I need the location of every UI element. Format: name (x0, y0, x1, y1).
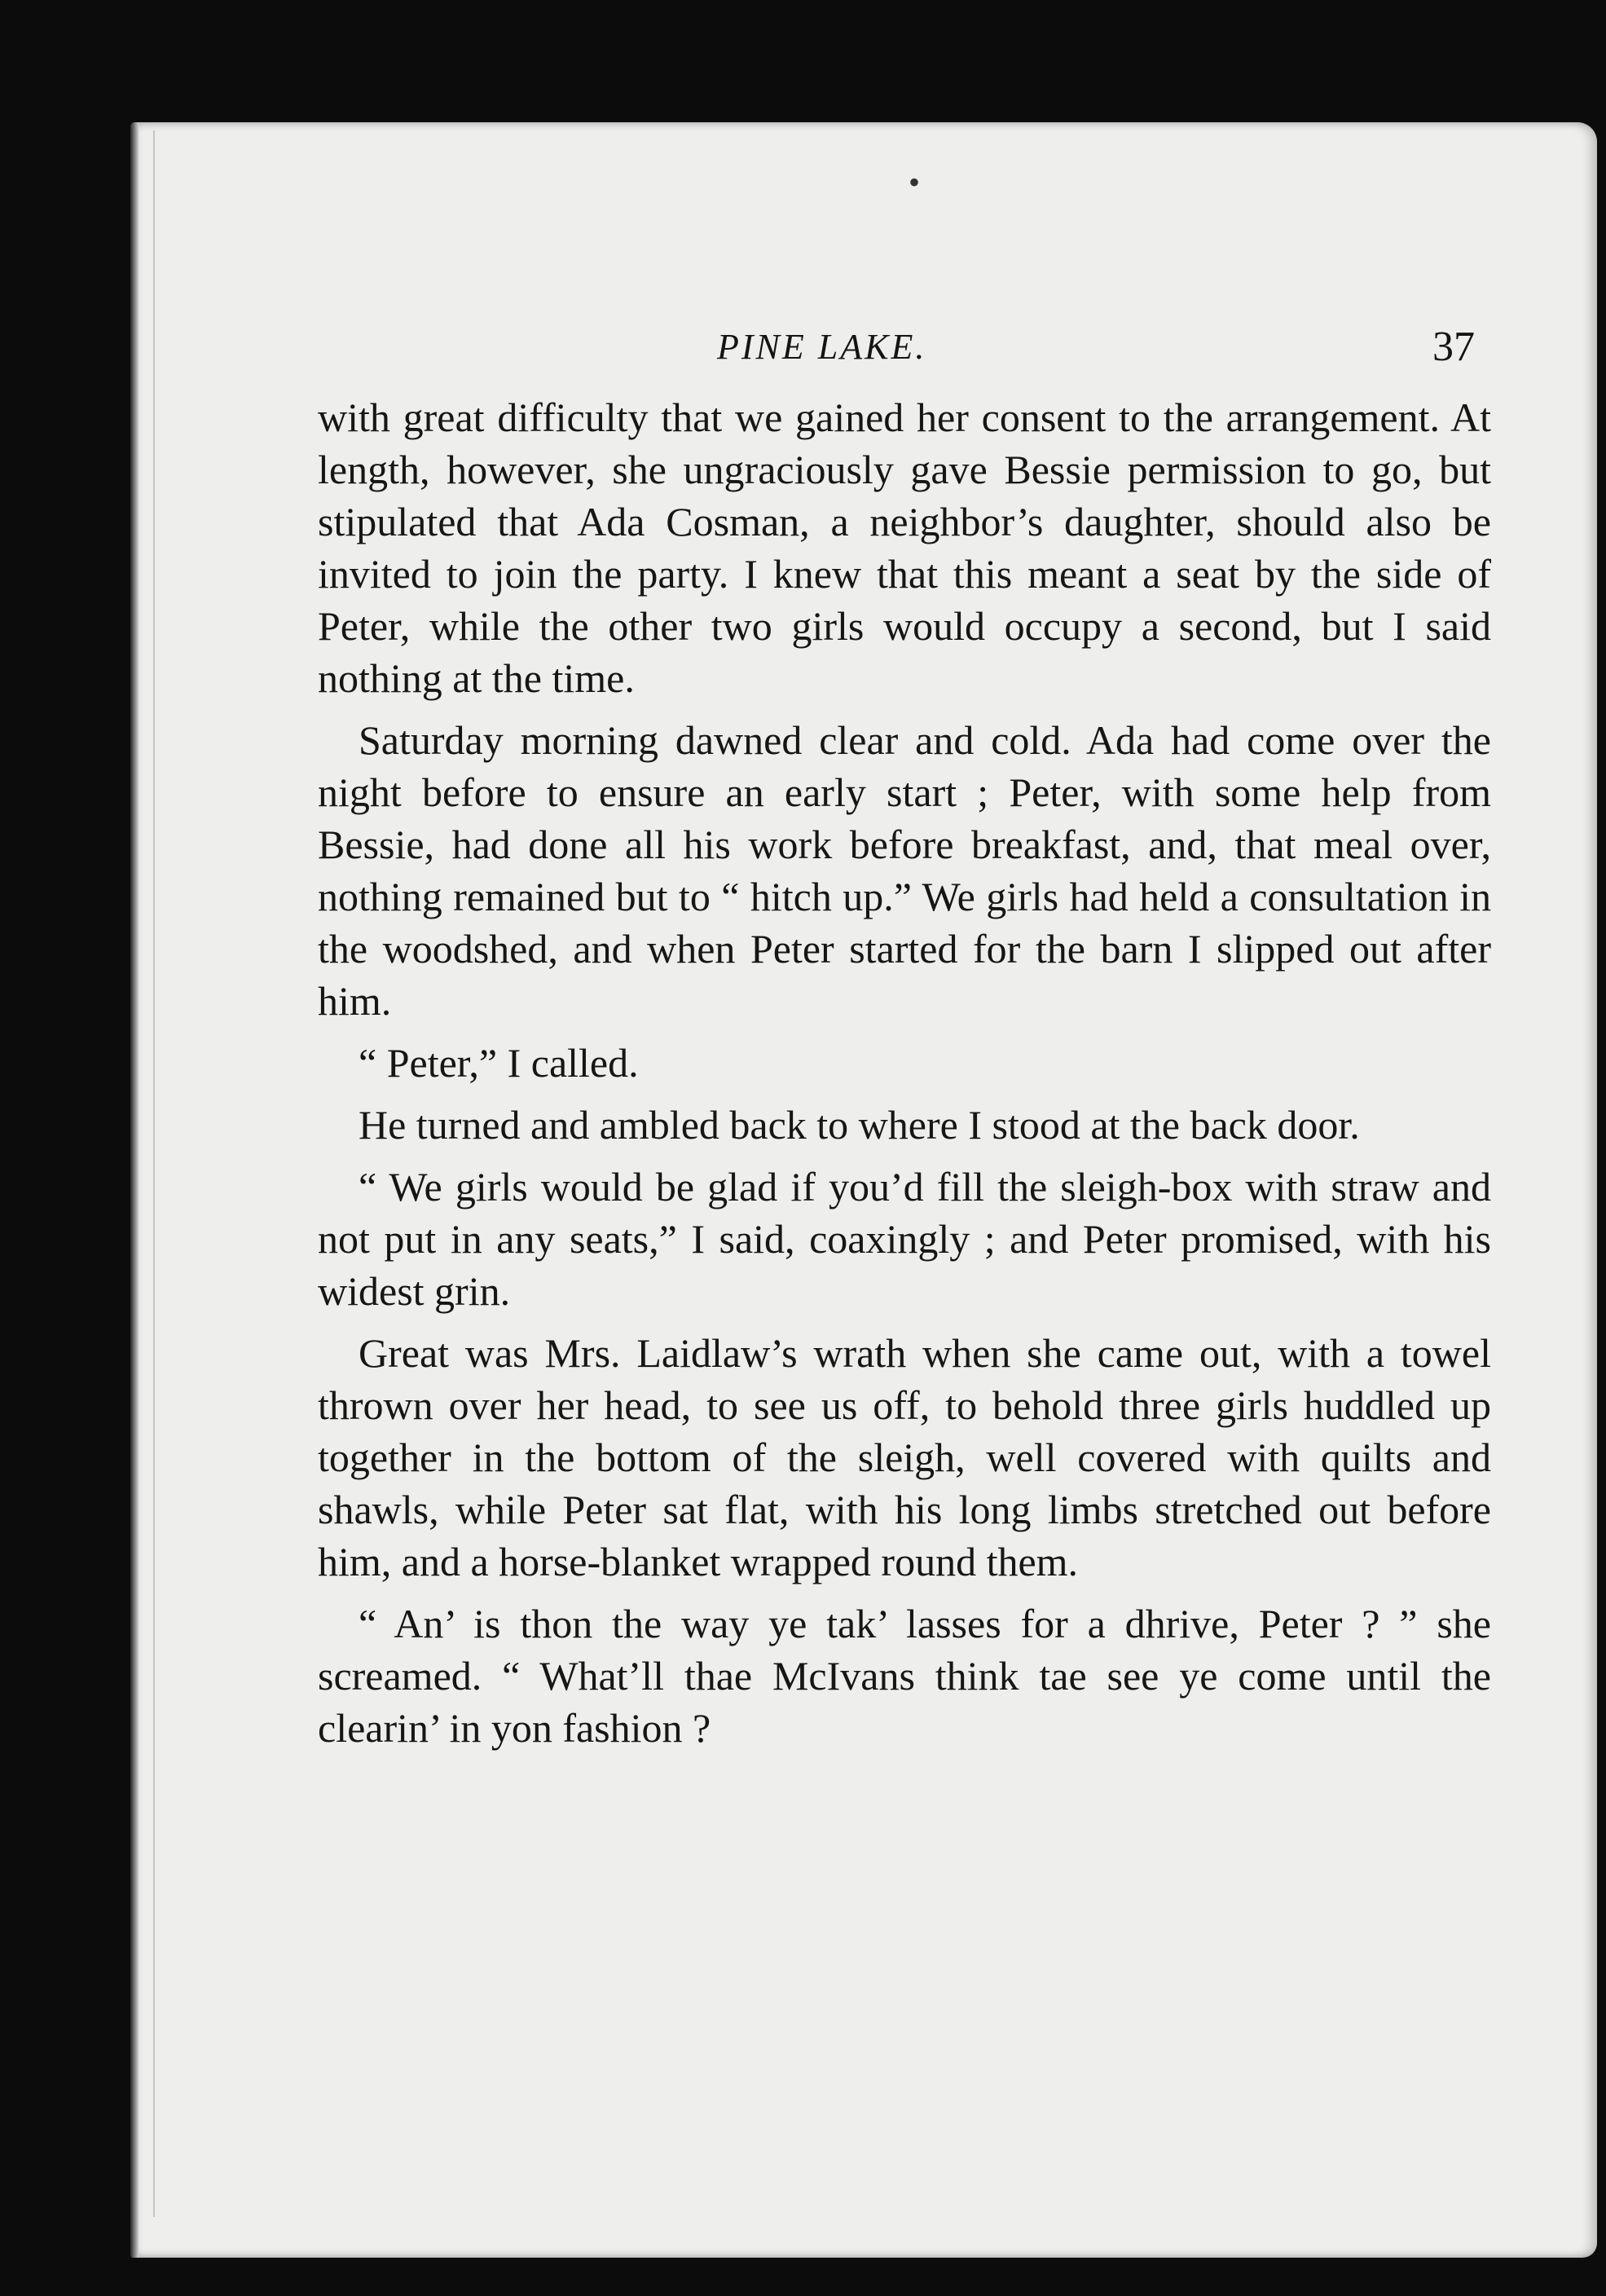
book-page (130, 122, 1597, 2258)
running-header (130, 326, 1597, 383)
page-number: 37 (1432, 324, 1475, 370)
paragraph: Saturday morning dawned clear and cold. Ada had come over the night before to ensure an early start ; Peter, with some help from Bessie, had done all his work before breakfast, and, that meal over, nothing remained but to “ hitch up.” We girls had held a consultation in the woodshed, and when Peter started for the barn I slipped out after him. (318, 717, 1491, 1024)
page-fold-line (153, 130, 155, 2217)
paragraph: “ We girls would be glad if you’d fill the sleigh-box with straw and not put in any seats,” I said, coaxingly ; and Peter promised, with his widest grin. (318, 1164, 1491, 1314)
paragraph: with great difficulty that we gained her consent to the arrangement. At length, however, she ungraciously gave Bessie permission to go, but stipulated that Ada Cosman, a neighbor’s daughter, should also be invited to join the party. I knew that this meant a seat by the side of Peter, while the other two girls would occupy a second, but I said nothing at the time. (318, 394, 1491, 701)
paragraph: He turned and ambled back to where I stood at the back door. (359, 1102, 1360, 1148)
ink-mark: • (909, 164, 921, 201)
body-text (318, 391, 1491, 1764)
paragraph: Great was Mrs. Laidlaw’s wrath when she came out, with a towel thrown over her head, to see us off, to behold three girls huddled up together in the bottom of the sleigh, well covered with quilts and shawls, while Peter sat flat, with his long limbs stretched out before him, and a horse-blanket wrapped round them. (318, 1330, 1491, 1584)
page-left-edge (130, 122, 139, 2258)
paragraph: “ Peter,” I called. (359, 1040, 639, 1086)
running-title: PINE LAKE. (717, 327, 927, 367)
paragraph: “ An’ is thon the way ye tak’ lasses for a dhrive, Peter ? ” she screamed. “ What’ll thae McIvans think tae see ye come until the clearin’ in yon fashion ? (318, 1601, 1491, 1751)
